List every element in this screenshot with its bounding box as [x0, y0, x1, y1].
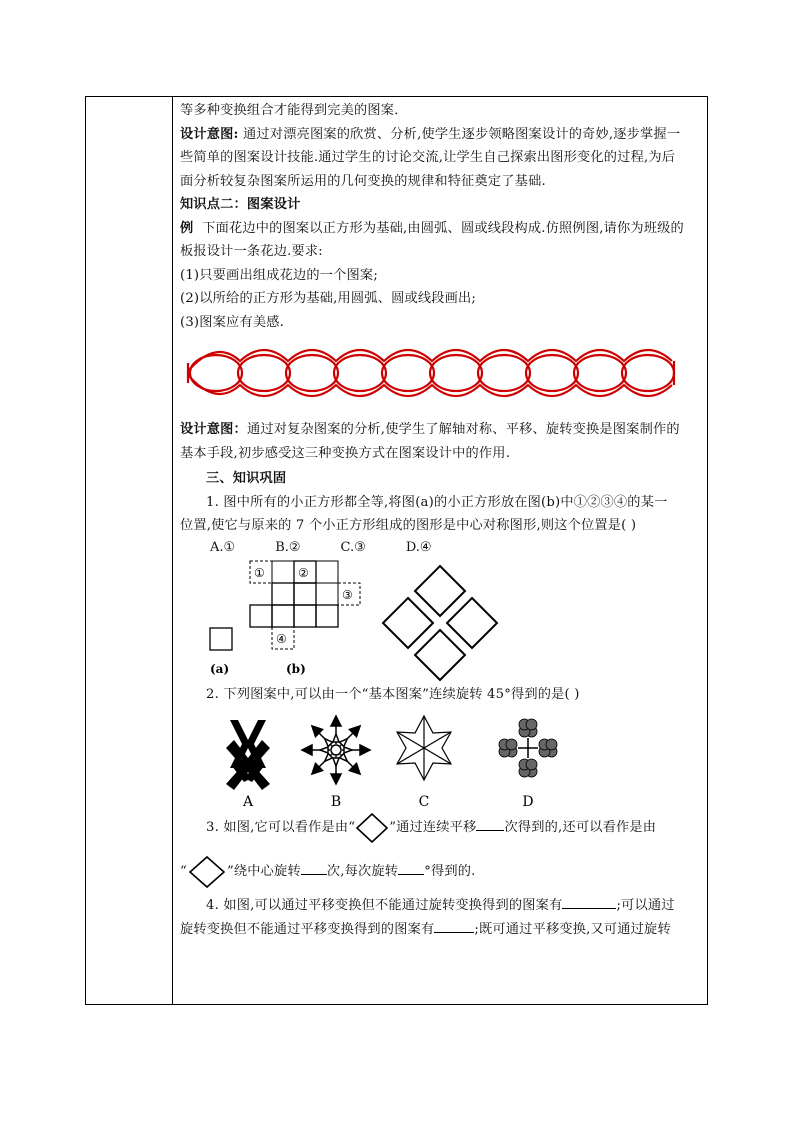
question-4-line-1	[180, 896, 699, 920]
figure-a-label: (a)	[210, 661, 230, 676]
design-intent-1	[180, 125, 699, 149]
example-label: 例	[180, 220, 194, 236]
lesson-table	[85, 96, 708, 1005]
design-intent-label: 设计意图:	[180, 126, 239, 142]
q4-text: 4. 如图,可以通过平移变换但不能通过旋转变换得到的图案有	[206, 898, 563, 913]
question-2: 2. 下列图案中,可以由一个“基本图案”连续旋转 45°得到的是( )	[206, 686, 580, 702]
answer-blank[interactable]	[476, 830, 504, 831]
requirement-2: (2)以所给的正方形为基础,用圆弧、圆或线段画出;	[180, 291, 477, 306]
circled-4: ④	[276, 631, 287, 646]
label-b: B	[330, 794, 342, 810]
four-diamonds	[383, 566, 497, 680]
lace-border-figure	[180, 336, 699, 416]
option-a: A.①	[210, 539, 236, 555]
text-line: 基本手段,初步感受这三种变换方式在图案设计中的作用.	[180, 445, 511, 461]
text-line: 位置,使它与原来的 7 个小正方形组成的图形是中心对称图形,则这个位置是( )	[180, 518, 637, 533]
text-line: 面分析较复杂图案所运用的几何变换的规律和特征奠定了基础.	[180, 173, 546, 189]
q2-svg	[210, 710, 630, 810]
figure-a-square	[210, 628, 232, 650]
knowledge-point-2-heading: 知识点二：图案设计	[180, 197, 301, 212]
requirement-3: (3)图案应有美感.	[180, 314, 284, 330]
answer-blank[interactable]	[562, 908, 616, 909]
section-3-heading: 三、知识巩固	[206, 471, 287, 486]
figure-b-label: (b)	[286, 661, 306, 676]
text-line: 板报设计一条花边.要求:	[180, 244, 323, 259]
design-intent-text: 通过对漂亮图案的欣赏、分析,使学生逐步领略图案设计的奇妙,逐步掌握一	[243, 126, 681, 142]
content-cell	[180, 97, 699, 943]
question-3-line-1	[180, 808, 699, 852]
label-d: D	[522, 794, 534, 810]
answer-blank[interactable]	[398, 874, 424, 875]
design-intent-text: 通过对复杂图案的分析,使学生了解轴对称、平移、旋转变换是图案制作的	[246, 422, 680, 437]
example-text: 下面花边中的图案以正方形为基础,由圆弧、圆或线段构成.仿照例图,请你为班级的	[202, 220, 684, 236]
pattern-c	[397, 716, 451, 780]
diamond-icon	[355, 812, 389, 844]
answer-blank[interactable]	[301, 874, 327, 875]
diamond-icon	[187, 855, 227, 889]
example-line	[180, 219, 699, 243]
q3-text: ”通过连续平移	[389, 820, 477, 835]
design-intent-label: 设计意图：	[180, 422, 247, 437]
pattern-d	[499, 719, 557, 777]
column-divider	[172, 97, 173, 1004]
q4-text: ;既可通过平移变换,又可通过旋转	[474, 921, 671, 937]
question-4-line-2	[180, 920, 699, 944]
q1-options	[210, 540, 472, 555]
q3-text: ”绕中心旋转	[226, 864, 301, 879]
requirement-1: (1)只要画出组成花边的一个图案;	[180, 267, 378, 283]
circled-1: ①	[254, 565, 265, 580]
pattern-a	[226, 720, 270, 790]
q3-text: 次,每次旋转	[326, 864, 399, 879]
q3-text: 3. 如图,它可以看作是由“	[206, 820, 356, 835]
text-line: 些简单的图案设计技能.通过学生的讨论交流,让学生自己探索出图形变化的过程,为后	[180, 150, 676, 165]
option-b: B.②	[275, 539, 301, 555]
q4-text: 旋转变换但不能通过平移变换得到的图案有	[180, 921, 435, 937]
q3-text: °得到的.	[424, 864, 476, 879]
q2-figure	[180, 708, 699, 808]
q1-svg	[200, 558, 530, 688]
option-c: C.③	[340, 539, 366, 555]
circled-2: ②	[298, 565, 309, 580]
q3-text: “	[180, 864, 187, 879]
text-line: 等多种变换组合才能得到完美的图案．	[180, 103, 408, 118]
q4-text: ;可以通过	[616, 898, 675, 913]
q1-figure	[180, 540, 699, 685]
answer-blank[interactable]	[434, 932, 474, 933]
lace-border-svg	[180, 338, 700, 408]
question-3-line-2	[180, 852, 699, 896]
option-d: D.④	[405, 539, 432, 555]
design-intent-2	[180, 420, 699, 444]
label-c: C	[418, 794, 430, 810]
label-a: A	[242, 794, 254, 810]
pattern-b	[302, 716, 370, 784]
circled-3: ③	[342, 587, 353, 602]
q3-text: 次得到的,还可以看作是由	[504, 820, 657, 835]
question-1: 1. 图中所有的小正方形都全等,将图(a)的小正方形放在图(b)中①②③④的某一	[206, 494, 668, 510]
